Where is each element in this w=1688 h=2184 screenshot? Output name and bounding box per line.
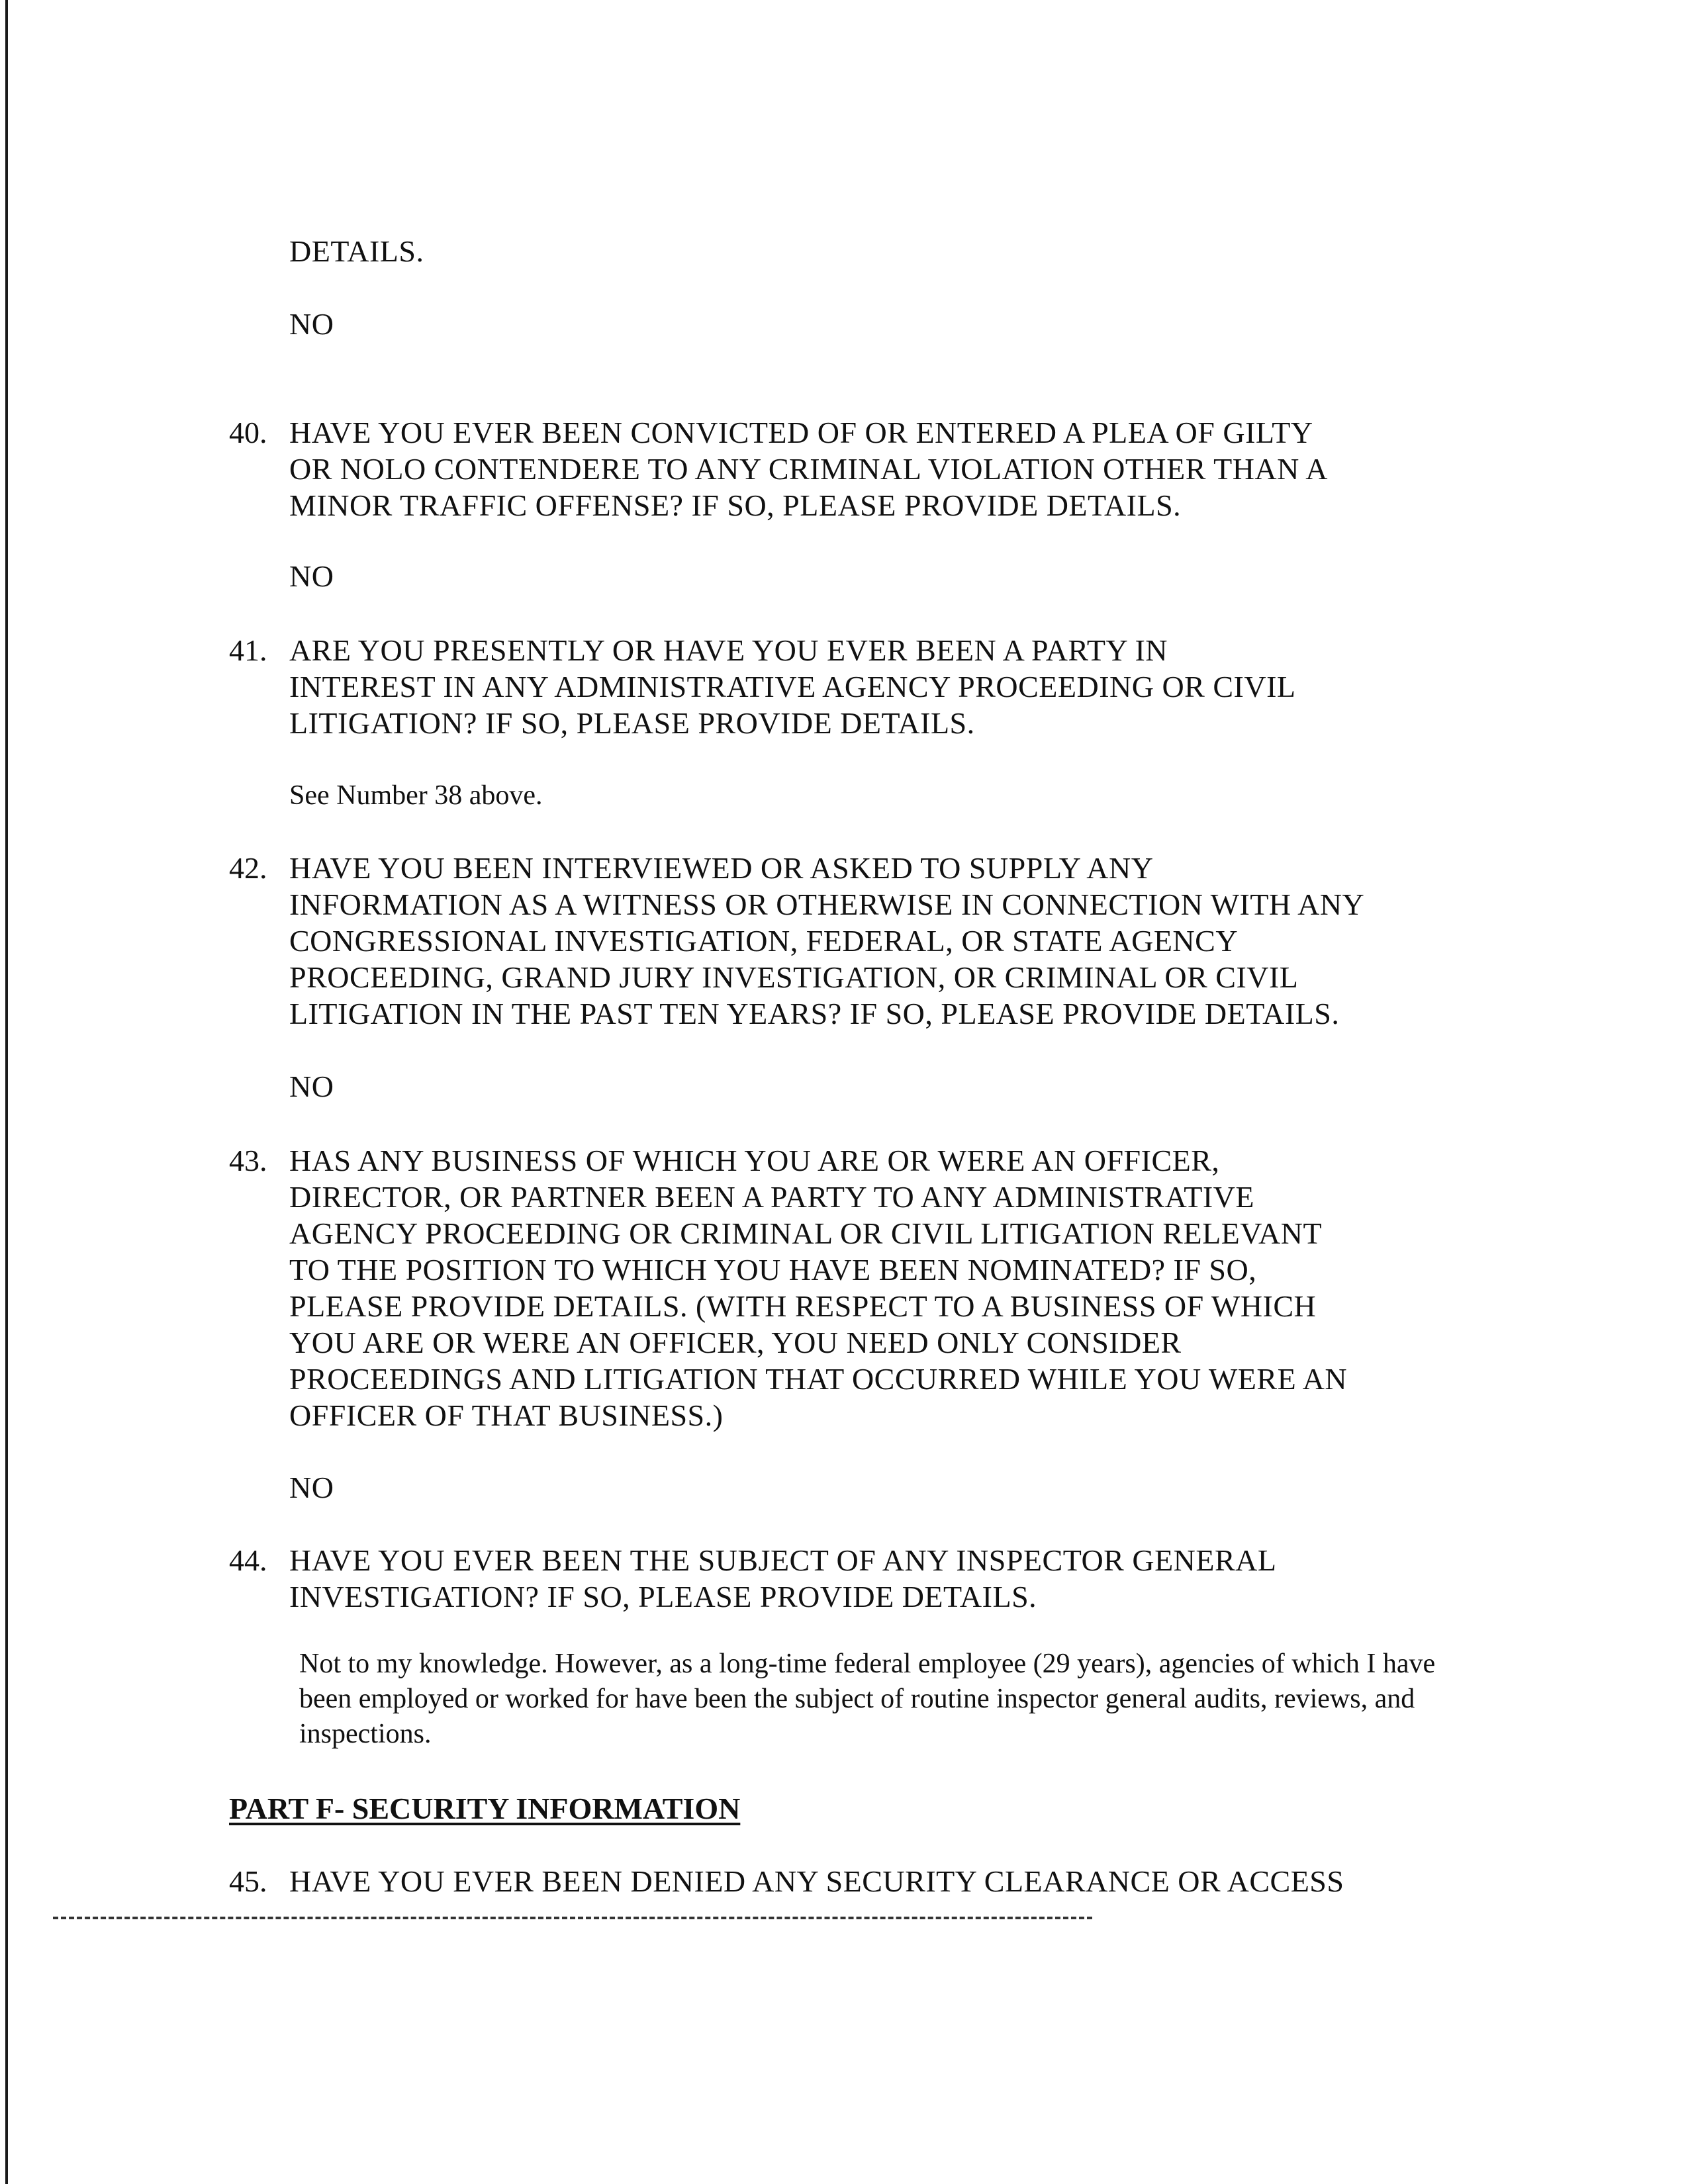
question-text: HAVE YOU EVER BEEN THE SUBJECT OF ANY INSPECTOR GENERAL INVESTIGATION? IF SO, PLEASE PROVIDE DETAILS.	[289, 1543, 1277, 1614]
question-43	[229, 1142, 1487, 1433]
question-41	[229, 632, 1487, 741]
question-number: 42.	[229, 851, 267, 885]
question-number: 43.	[229, 1144, 267, 1177]
answer-39: NO	[289, 307, 334, 341]
question-number: 40.	[229, 416, 267, 449]
answer-42: NO	[289, 1069, 334, 1103]
question-text: ARE YOU PRESENTLY OR HAVE YOU EVER BEEN A PARTY IN INTEREST IN ANY ADMINISTRATIVE AGENCY PROCEEDING OR CIVIL LITIGATION? IF SO, PLEASE PROVIDE DETAILS.	[289, 633, 1296, 740]
answer-40: NO	[289, 559, 334, 593]
page-cut-line	[53, 1917, 1092, 1919]
answer-43: NO	[289, 1471, 334, 1504]
question-40	[229, 414, 1487, 523]
answer-44: Not to my knowledge. However, as a long-time federal employee (29 years), agencies of which I have been employed or worked for have been the subject of routine inspector general audits, reviews, and inspections.	[299, 1649, 1436, 1749]
section-heading: PART F- SECURITY INFORMATION	[229, 1792, 741, 1825]
question-number: 44.	[229, 1543, 267, 1577]
continuation-text: DETAILS.	[289, 234, 424, 268]
answer-41: See Number 38 above.	[289, 780, 543, 811]
question-number: 45.	[229, 1864, 267, 1898]
question-text: HAS ANY BUSINESS OF WHICH YOU ARE OR WERE AN OFFICER, DIRECTOR, OR PARTNER BEEN A PARTY TO ANY ADMINISTRATIVE AGENCY PROCEEDING OR CRIMINAL OR CIVIL LITIGATION RELEVANT TO THE POSITION TO WHICH YOU HAVE BEEN NOMINATED? IF SO, PLEASE PROVIDE DETAILS. (WITH RESPECT TO A BUSINESS OF WHICH YOU ARE OR WERE AN OFFICER, YOU NEED ONLY CONSIDER PROCEEDINGS AND LITIGATION THAT OCCURRED WHILE YOU WERE AN OFFICER OF THAT BUSINESS.)	[289, 1144, 1348, 1432]
question-45	[229, 1863, 1487, 1899]
question-text: HAVE YOU EVER BEEN CONVICTED OF OR ENTERED A PLEA OF GILTY OR NOLO CONTENDERE TO ANY CRIMINAL VIOLATION OTHER THAN A MINOR TRAFFIC OFFENSE? IF SO, PLEASE PROVIDE DETAILS.	[289, 416, 1329, 522]
question-text: HAVE YOU BEEN INTERVIEWED OR ASKED TO SUPPLY ANY INFORMATION AS A WITNESS OR OTHERWISE IN CONNECTION WITH ANY CONGRESSIONAL INVESTIGATION, FEDERAL, OR STATE AGENCY PROCEEDING, GRAND JURY INVESTIGATION, OR CRIMINAL OR CIVIL LITIGATION IN THE PAST TEN YEARS? IF SO, PLEASE PROVIDE DETAILS.	[289, 851, 1365, 1030]
question-text: HAVE YOU EVER BEEN DENIED ANY SECURITY CLEARANCE OR ACCESS	[289, 1864, 1344, 1898]
question-44	[229, 1542, 1487, 1615]
question-42	[229, 850, 1487, 1032]
question-number: 41.	[229, 633, 267, 667]
